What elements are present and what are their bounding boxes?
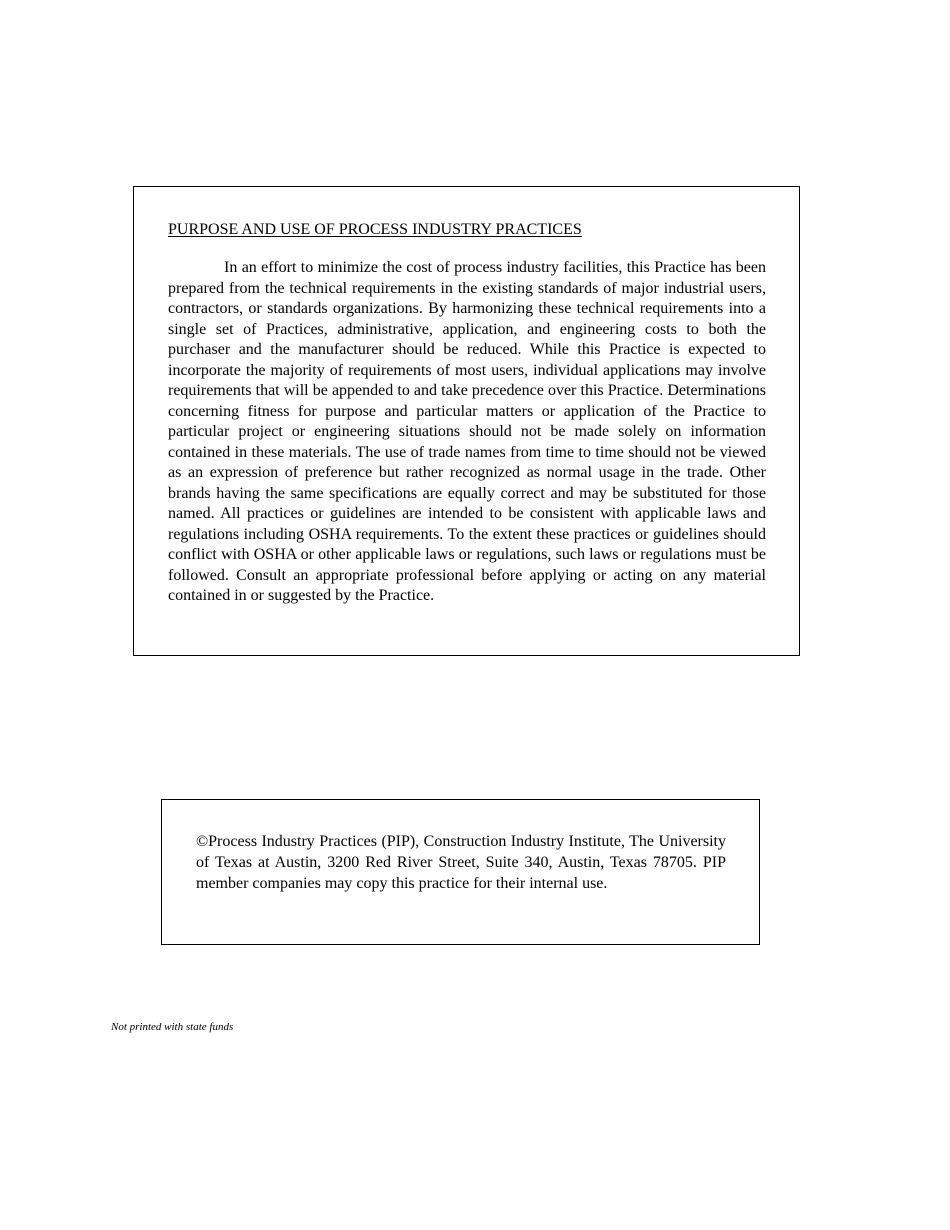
- purpose-heading: PURPOSE AND USE OF PROCESS INDUSTRY PRACTICES: [168, 221, 582, 238]
- copyright-box: [161, 799, 760, 945]
- purpose-body-text: In an effort to minimize the cost of process industry facilities, this Practice has been prepared from the technical requirements in the existing standards of major industrial users, contractors, or standards organizations. By harmonizing these technical requirements into a single set of Practices, administrative, application, and engineering costs to both the purchaser and the manufacturer should be reduced. While this Practice is expected to incorporate the majority of requirements of most users, individual applications may involve requirements that will be appended to and take precedence over this Practice. Determinations concerning fitness for purpose and particular matters or application of the Practice to particular project or engineering situations should not be made solely on information contained in these materials. The use of trade names from time to time should not be viewed as an expression of preference but rather recognized as normal usage in the trade. Other brands having the same specifications are equally correct and may be substituted for those named. All practices or guidelines are intended to be consistent with applicable laws and regulations including OSHA requirements. To the extent these practices or guidelines should conflict with OSHA or other applicable laws or regulations, such laws or regulations must be followed. Consult an appropriate professional before applying or acting on any material contained in or suggested by the Practice.: [168, 259, 766, 604]
- copyright-text: ©Process Industry Practices (PIP), Construction Industry Institute, The University of Texas at Austin, 3200 Red River Street, Suite 340, Austin, Texas 78705. PIP member companies may copy this practice for their internal use.: [196, 833, 726, 892]
- purpose-and-use-box: [133, 186, 800, 656]
- state-funds-note: Not printed with state funds: [111, 1021, 234, 1033]
